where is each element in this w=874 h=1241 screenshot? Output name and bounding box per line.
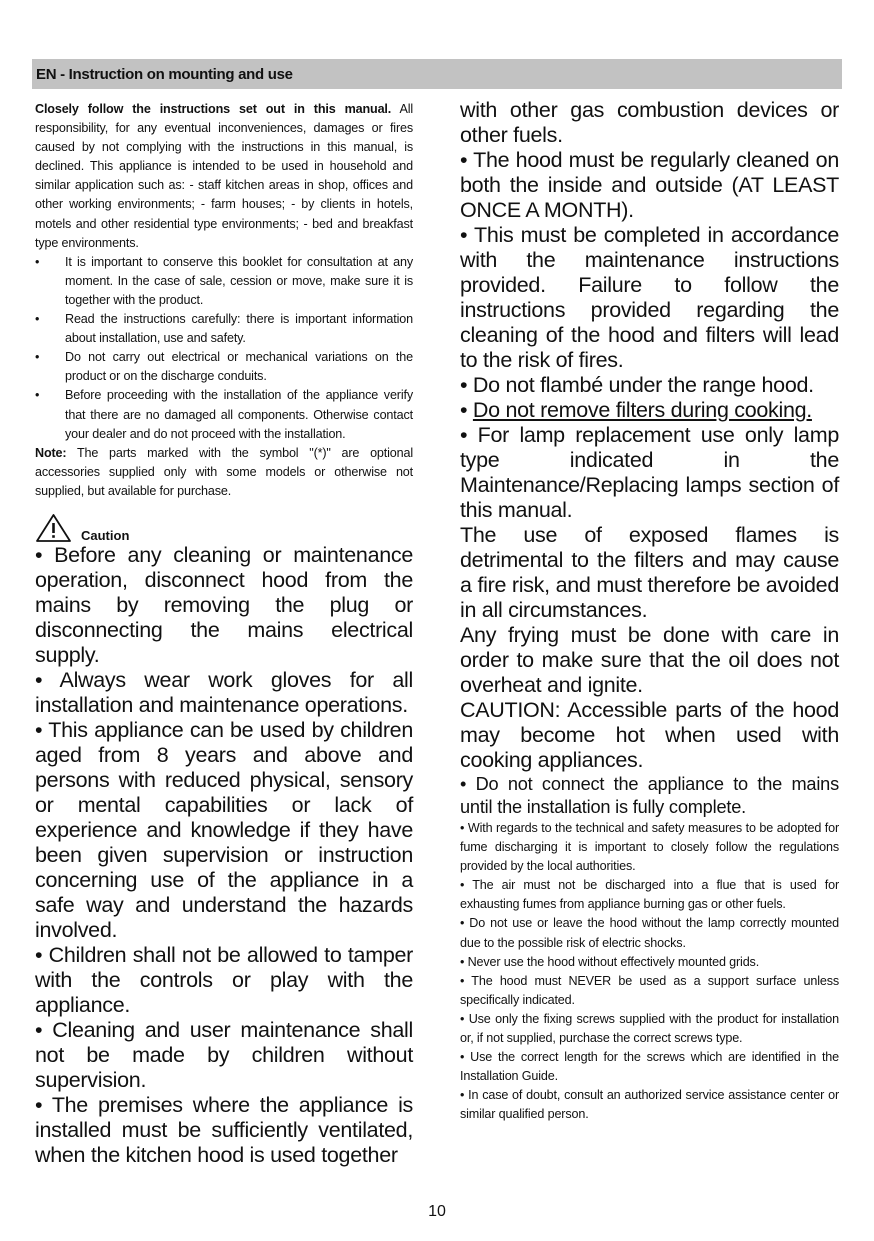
safety-paragraph: • For lamp replacement use only lamp type indicated in the Maintenance/Replacing lamps section of this manual. <box>460 423 839 522</box>
small-safety-paragraph: • Use only the fixing screws supplied with the product for installation or, if not supplied, purchase the correct screws type. <box>460 1011 839 1046</box>
intro-text: All responsibility, for any eventual inconveniences, damages or fires caused by not complying with the instructions in this manual, is declined. This appliance is intended to be used in household and similar application such as: - staff kitchen areas in shop, offices and other working environments; - farm houses; - by clients in hotels, motels and other residential type environments; - bed and breakfast type environments. <box>35 102 414 250</box>
caution-heading <box>35 517 413 543</box>
intro-paragraph <box>35 100 413 253</box>
small-safety-paragraph: • In case of doubt, consult an authorized service assistance center or similar qualified person. <box>460 1088 839 1122</box>
intro-bullet-list <box>35 253 413 444</box>
safety-paragraph: CAUTION: Accessible parts of the hood may become hot when used with cooking appliances. <box>460 698 839 772</box>
list-item: • Do not carry out electrical or mechanical variations on the product or on the discharge conduits. <box>35 348 413 386</box>
left-column <box>35 100 413 1168</box>
note-text: The parts marked with the symbol "(*)" are optional accessories supplied only with some models or otherwise not supplied, but available for purchase. <box>35 445 413 498</box>
note-paragraph <box>35 444 413 501</box>
small-safety-paragraph: • With regards to the technical and safety measures to be adopted for fume discharging it is important to closely follow the regulations provided by the local authorities. <box>460 821 839 874</box>
small-safety-paragraph: • Never use the hood without effectively mounted grids. <box>460 954 760 969</box>
safety-paragraph: • This appliance can be used by children aged from 8 years and above and persons with reduced physical, sensory or mental capabilities or lack of experience and knowledge if they have been given supervision or instruction concerning use of the appliance in a safe way and understand the hazards involved. <box>35 717 413 942</box>
warning-triangle-icon <box>35 513 72 543</box>
safety-paragraph: • Cleaning and user maintenance shall not be made by children without supervision. <box>35 1017 413 1092</box>
list-item: • It is important to conserve this booklet for consultation at any moment. In the case of sale, cession or move, make sure it is together with the product. <box>35 253 413 310</box>
intro-bold: Closely follow the instructions set out in this manual. <box>35 102 392 116</box>
right-column <box>460 98 839 1125</box>
list-item: • Before proceeding with the installation of the appliance verify that there are no damaged all components. Otherwise contact your dealer and do not proceed with the installation. <box>35 386 413 443</box>
safety-paragraph: The use of exposed flames is detrimental to the filters and may cause a fire risk, and must therefore be avoided in all circumstances. <box>460 523 839 622</box>
bullet-mark: • <box>460 398 473 422</box>
list-item: • Read the instructions carefully: there is important information about installation, use and safety. <box>35 310 413 348</box>
small-safety-paragraph: • The air must not be discharged into a flue that is used for exhausting fumes from appliance burning gas or other fuels. <box>460 878 839 912</box>
safety-paragraph: • The premises where the appliance is installed must be sufficiently ventilated, when the kitchen hood is used together <box>35 1092 413 1167</box>
underlined-warning: Do not remove filters during cooking. <box>472 398 812 422</box>
safety-paragraph: • Do not flambé under the range hood. <box>460 373 814 397</box>
caution-label: Caution <box>81 527 130 543</box>
section-title: EN - Instruction on mounting and use <box>36 66 293 83</box>
safety-paragraph: • Before any cleaning or maintenance operation, disconnect hood from the mains by removing the plug or disconnecting the mains electrical supply. <box>35 542 413 667</box>
safety-paragraph: with other gas combustion devices or other fuels. <box>460 98 839 147</box>
safety-paragraph: • This must be completed in accordance with the maintenance instructions provided. Failure to follow the instructions provided regarding the cleaning of the hood and filters will lead to the risk of fires. <box>460 223 839 372</box>
safety-paragraph: • Children shall not be allowed to tamper with the controls or play with the appliance. <box>35 942 413 1017</box>
section-header <box>32 59 842 89</box>
safety-paragraph <box>460 398 839 423</box>
small-safety-paragraph: • Use the correct length for the screws which are identified in the Installation Guide. <box>460 1050 839 1084</box>
note-label: Note: <box>35 445 67 460</box>
safety-paragraph: • The hood must be regularly cleaned on both the inside and outside (AT LEAST ONCE A MONTH). <box>460 148 839 222</box>
small-safety-paragraph: • The hood must NEVER be used as a support surface unless specifically indicated. <box>460 973 839 1007</box>
safety-paragraph: • Do not connect the appliance to the mains until the installation is fully complete. <box>460 774 839 817</box>
safety-paragraph: • Always wear work gloves for all installation and maintenance operations. <box>35 667 413 717</box>
page-number: 10 <box>428 1203 446 1220</box>
small-safety-paragraph: • Do not use or leave the hood without the lamp correctly mounted due to the possible risk of electric shocks. <box>460 916 839 950</box>
safety-paragraph: Any frying must be done with care in order to make sure that the oil does not overheat and ignite. <box>460 623 839 697</box>
